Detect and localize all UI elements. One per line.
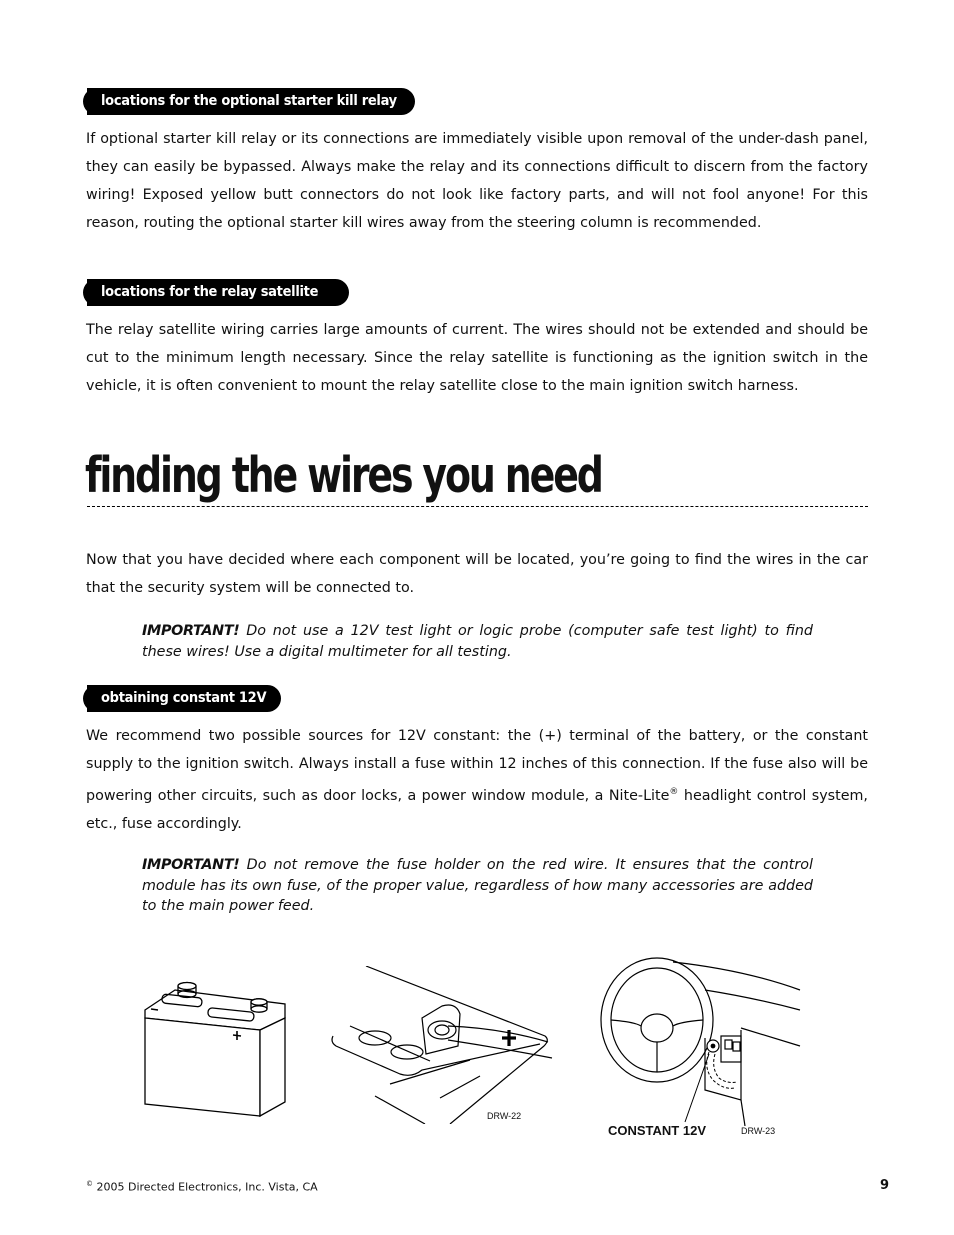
- page-number: 9: [880, 1178, 890, 1193]
- starter-kill-paragraph: If optional starter kill relay or its connections are immediately visible upon removal of the under-dash panel, they can easily be bypassed. Always make the relay and its connections difficult to discern from the factory wiring! Exposed yellow butt connectors do not look like factory parts, and will not fool anyone! For this reason, routing the optional starter kill wires away from the steering column is recommended.: [86, 131, 868, 231]
- page-title: finding the wires you need: [85, 447, 602, 504]
- copyright-text: 2005 Directed Electronics, Inc. Vista, CA: [93, 1180, 318, 1194]
- constant-12v-paragraph: [86, 722, 868, 838]
- important-note-fuse-holder: [142, 855, 813, 917]
- important-text: Do not use a 12V test light or logic probe (computer safe test light) to find these wires! Use a digital multimeter for all testing.: [142, 623, 813, 660]
- constant-12v-text-b: headlight control system, etc., fuse accordingly.: [86, 787, 868, 832]
- title-dashed-rule: [87, 506, 868, 507]
- important-text: Do not remove the fuse holder on the red wire. It ensures that the control module has its own fuse, of the proper value, regardless of how many accessories are added to the main power feed.: [142, 857, 813, 914]
- drawing-code-drw22: DRW-22: [487, 1111, 522, 1121]
- drawing-code-drw23: DRW-23: [741, 1126, 776, 1136]
- constant-12v-callout: CONSTANT 12V: [608, 1123, 706, 1138]
- important-note-multimeter: [142, 621, 813, 662]
- important-label: IMPORTANT!: [142, 857, 240, 873]
- finding-wires-paragraph: Now that you have decided where each component will be located, you’re going to find the wires in the car that the security system will be connected to.: [86, 552, 868, 596]
- section-heading-starter-kill: [87, 88, 415, 115]
- relay-satellite-paragraph: The relay satellite wiring carries large amounts of current. The wires should not be extended and should be cut to the minimum length necessary. Since the relay satellite is functioning as the ignition switch in the vehicle, it is often convenient to mount the relay satellite close to the main ignition switch harness.: [86, 322, 868, 394]
- section-heading-constant-12v: [87, 685, 281, 712]
- constant-12v-text-a: We recommend two possible sources for 12V constant: the (+) terminal of the battery, or the constant supply to the ignition switch. Always install a fuse within 12 inches of this connection. If the fuse also will be powering other circuits, such as door locks, a power window module, a Nite-Lite: [86, 728, 868, 804]
- footer-copyright: [86, 1180, 318, 1194]
- section-heading-relay-satellite: [87, 279, 349, 306]
- copyright-symbol: ©: [86, 1180, 93, 1188]
- battery-drawing: [140, 980, 290, 1120]
- registered-mark: ®: [669, 787, 679, 797]
- dashboard-ignition-drawing: [595, 950, 805, 1126]
- battery-terminal-drawing: [330, 966, 560, 1124]
- important-label: IMPORTANT!: [142, 623, 240, 639]
- section-heading-text: locations for the relay satellite: [101, 284, 319, 300]
- section-heading-text: locations for the optional starter kill relay: [101, 93, 397, 109]
- section-heading-text: obtaining constant 12V: [101, 690, 267, 706]
